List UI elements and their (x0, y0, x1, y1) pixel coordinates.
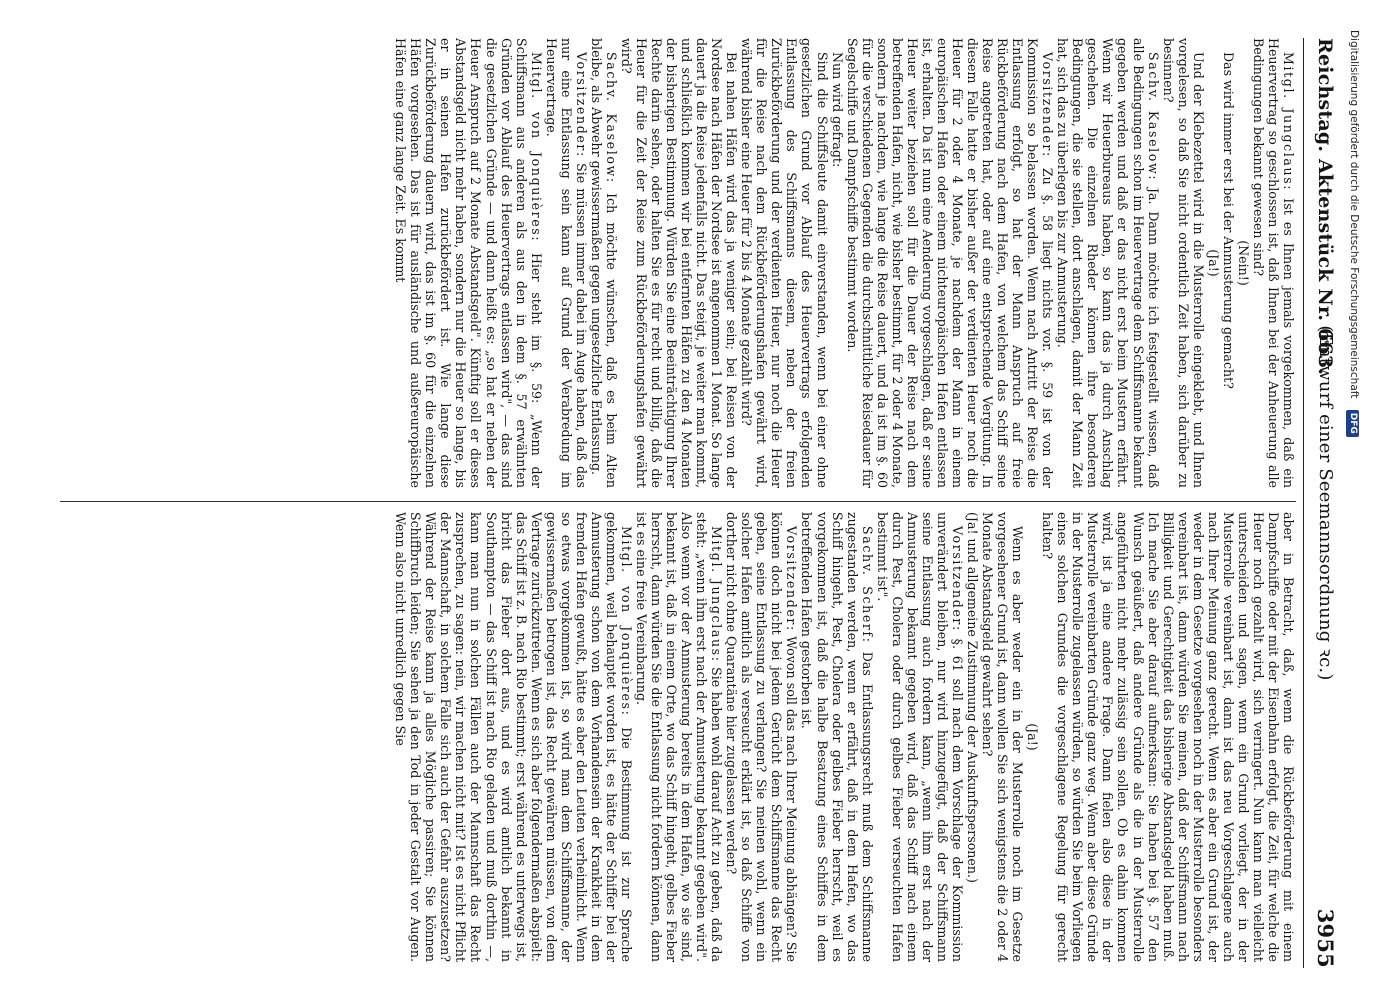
paragraph (1236, 38, 1251, 488)
paragraph-text: Ja. Dann möchte ich festgestellt wissen, daß alle Bedingungen schon im Heuervertrage dem Schiffsmanne bekannt gegeben werden und daß er das nicht erst beim Mustern erfährt. Wenn wir Heuerbureaus haben, so kann das ja durch Anschlag geschehen. Die einzelnen Rheder können ihre besonderen Bedingungen, die sie stellen, dort anschlagen, damit der Mann Zeit hat, sich das zu überlegen bis zur Anmusterung. (1055, 38, 1161, 488)
digitization-credit (1346, 30, 1362, 980)
header-subtitle: (Entwurf einer Seemannsordnung ꝛc.) (1315, 325, 1336, 681)
speaker-name: Mitgl. Jungclaus: (709, 526, 725, 663)
paragraph-text: Sie müssen immer dabei im Auge haben, daß das nur eine Entlassung sein kann auf Grund der Verabredung im Heuervertrage. (543, 38, 589, 488)
paragraph-text: Das wird immer erst bei der Anmusterung gemacht? (1220, 52, 1236, 389)
paragraph (965, 512, 980, 962)
right-text-column (56, 512, 1296, 962)
speaker-name: Sachv. Kaselow: (1145, 52, 1161, 182)
speaker-name: Mitgl. von Jonquières: (618, 526, 634, 717)
header-rule (1303, 38, 1304, 968)
credit-text: Digitalisierung gefördert durch die Deutsche Forschungsgemeinschaft (1348, 30, 1360, 399)
paragraph-text: §. 61 soll nach dem Vorschlage der Kommission unverändert bleiben, nur wird hinzugefügt, daß der Schiffsmann seine Entlassung auch fordern kann, „wenn ihm erst nach der Anmusterung bekannt gegeben wird, daß das Schiff nach einem durch Pest, Cholera oder durch gelbes Fieber verseuchten Hafen bestimmt ist". (874, 512, 965, 962)
paragraph-text: Und der Klebezettel wird in die Musterrolle eingeklebt, und Ihnen vorgelesen, so daß Sie nicht ordentlich Zeit haben, sich darüber zu besinnen? (1160, 38, 1206, 488)
paragraph (1221, 38, 1236, 488)
paragraph (739, 38, 829, 488)
paragraph (845, 38, 1056, 488)
speaker-name: Vorsitzender: (949, 526, 965, 632)
speaker-name: Sachv. Kaselow: (603, 52, 619, 184)
paragraph-text: Die Bestimmung ist zur Sprache gekommen, weil behauptet worden ist, es hätte der Schiffer bei der Anmusterung schon von dem Vorhandensein der Krankheit in dem fremden Hafen gewußt, hätte es aber den Leuten verheimlicht. Wenn so etwas vorgekommen ist, so wird man dem Schiffsmanne, der gewissermaßen betrogen ist, das Recht gewähren müssen, von dem Vertrage zurückzutreten. Wenn es sich aber folgendermaßen abspielt: das Schiff ist z. B. nach Rio bestimmt; erst während es unterwegs ist, bricht das Fieber dort aus, und es wird amtlich bekannt in Southampton — das Schiff ist nach Rio geladen und muß dorthin —, kann man nun in solchen Fällen auch der Mannschaft das Recht zusprechen, zu sagen: nein, wir machen nicht mit? Ist es nicht Pflicht der Mannschaft, in solchem Falle sich auch der Gefahr auszusetzen? Während der Reise kann ja alles Mögliche passiren; Sie können Schiffbruch leiden; Sie sehen ja den Tod in jeder Gestalt vor Augen. Wenn also nicht unredlich gegen Sie (393, 512, 634, 962)
paragraph (634, 512, 724, 962)
paragraph (1025, 512, 1040, 962)
paragraph-text: Nun wird gefragt: (829, 52, 845, 168)
speaker-name: Mitgl. von Jonquières: (528, 52, 544, 243)
paragraph-text: Ich möchte wünschen, daß es beim Alten bleibe, als Abwehr gewissermaßen gegen ungesetzliche Entlassung. (588, 38, 619, 488)
paragraph-text: Wenn es aber weder ein in der Musterrolle noch im Gesetze vorgesehener Grund ist, dann wollen Sie sich wenigstens die 2 oder 4 Monate Abstandsgeld gewahrt sehen? (980, 512, 1026, 962)
dfg-logo: DFG (1346, 410, 1359, 437)
paragraph-text: Sie haben wohl darauf Acht zu geben, daß da steht: „wenn ihm erst nach der Anmusterung bekannt gegeben wird". Also wenn vor der Anmusterung bereits in dem Hafen, wo sie sind, bekannt ist, daß in einem Orte, wo das Schiff hingeht, gelbes Fieber herrscht, dann würden Sie die Entlassung nicht fordern können, dann ist es eine freie Vereinbarung. (633, 512, 725, 962)
paragraph-text: Ist es Ihnen jemals vorgekommen, daß ein Heuervertrag so geschlossen ist, daß Ihnen bei der Anheuerung alle Bedingungen bekannt gewesen sind? (1250, 38, 1296, 488)
speaker-name: Vorsitzender: (1040, 52, 1056, 158)
paragraph-text: (Ja! und allgemeine Zustimmung der Auskunftspersonen.) (965, 512, 981, 883)
page-number: 3955 (1313, 908, 1338, 968)
paragraph-text: aber in Betracht, daß, wenn die Rückbeförderung mit einem Dampfschiffe oder mit der Eisenbahn erfolgt, die Zeit, für welche die Heuer noch gezahlt wird, sich verringert. Nun kann man vielleicht unterscheiden und sagen, wenn ein Grund vorliegt, der in der Musterrolle vereinbart ist, dann ist das neu Vorgeschlagene auch nach Ihrer Meinung ganz gerecht. Wenn es aber ein Grund ist, der weder in dem Gesetze vorgesehen noch in der Musterrolle besonders vereinbart ist, dann würden Sie meinen, daß der Schiffsmann nach Billigkeit und Gerechtigkeit das bisherige Abstandsgeld haben muß. Ich mache Sie aber darauf aufmerksam: Sie haben bei §. 57 den Wunsch geäußert, daß andere Gründe als die in der Musterrolle angeführten nicht mehr zulässig sein sollen. Ob es dahin kommen wird, ist ja eine andere Frage. Dann fielen also diese in der Musterrolle vereinbarten Gründe ganz weg. Wenn aber diese Gründe in der Musterrolle zugelassen würden, so würden Sie beim Vorliegen eines solchen Grundes die vorgeschlagene Regelung für gerecht halten? (1040, 512, 1296, 962)
paragraph (393, 38, 543, 488)
paragraph (724, 512, 799, 962)
page-header (1308, 38, 1342, 968)
paragraph (589, 38, 619, 488)
paragraph (875, 512, 965, 962)
paragraph (1206, 38, 1221, 488)
paragraph-text: Bei nahen Häfen wird das ja weniger sein; bei Reisen von der Nordsee nach Häfen der Nordsee ist angenommen 1 Monat. So lange dauert ja die Reise jedenfalls nicht. Das steigt, je weiter man kommt, und schließlich kommen wir bei entfernten Häfen zu den 4 Monaten der bisherigen Bestimmung. Würden Sie eine Beeinträchtigung Ihrer Rechte darin sehen, oder halten Sie es für recht und billig, daß die Heuer für die Zeit der Reise zum Rückbeförderungshafen gewährt wird? (618, 38, 740, 488)
left-text-column (56, 38, 1296, 488)
speaker-name: Sachv. Scherf: (859, 526, 875, 644)
speaker-name: Vorsitzender: (784, 526, 800, 632)
column-divider (60, 501, 1296, 502)
paragraph-text: Sind die Schiffsleute damit einverstanden, wenn bei einer ohne gesetzlichen Grund vor Ablauf des Heuervertrags erfolgenden Entlassung des Schiffsmanns diesem, neben der freien Zurückbeförderung und der verdienten Heuer, nur noch die Heuer für die Reise nach dem Rückbeförderungshafen gewährt wird, während bisher eine Heuer für 2 bis 4 Monate gezahlt wird? (739, 38, 830, 488)
header-title: Reichstag. Aktenstück Nr. 663. (1314, 38, 1336, 376)
paragraph (393, 512, 634, 962)
speaker-name: Vorsitzender: (573, 52, 589, 158)
document-page (52, 38, 1342, 968)
paragraph (1161, 38, 1206, 488)
paragraph-text: Zu §. 58 liegt nichts vor. §. 59 ist von der Kommission so belassen worden. Wenn nach Antritt der Reise die Entlassung erfolgt, so hat der Mann Anspruch auf freie Rückbeförderung nach dem Hafen, von welchem das Schiff seine Reise angetreten hat, oder auf eine entsprechende Vergütung. In diesem Falle hatte er bisher außer der verdienten Heuer noch die Heuer für 2 oder 4 Monate, je nachdem der Mann in einem europäischen Hafen oder einem nichteuropäischen Hafen entlassen ist, erhalten. Da ist nun eine Aenderung vorgeschlagen, daß er seine Heuer weiter beziehen soll für die Dauer der Reise nach dem betreffenden Hafen, nicht, wie bisher bestimmt, für 2 oder 4 Monate, sondern je nachdem, wie lange die Reise dauert, und da ist im §. 60 für die verschiedenen Gegenden die durchschnittliche Reisedauer für Segelschiffe und Dampfschiffe bestimmt worden. (844, 38, 1056, 488)
paragraph (980, 512, 1025, 962)
paragraph (1055, 38, 1160, 488)
paragraph-text: Hier steht im §. 59: „Wenn der Schiffsmann aus anderen als aus den in dem §. 57 erwähnten Gründen vor Ablauf des Heuervertrags entlassen wird", — das sind die gesetzlichen Gründe — und dann heißt es: „so hat er neben der Heuer Anspruch auf 2 Monate Abstandsgeld". Künftig soll er dieses Abstandsgeld nicht mehr haben, sondern nur die Heuer so lange, bis er in seinen Hafen zurückbefördert ist. Wie lange diese Zurückbeförderung dauern wird, das ist im §. 60 für die einzelnen Häfen vorgesehen. Das ist für ausländische und außereuropäische Häfen eine ganz lange Zeit. Es kommt (393, 38, 544, 488)
paragraph (799, 512, 874, 962)
paragraph (1040, 512, 1296, 962)
paragraph-text: (Ja!) (1025, 723, 1041, 751)
paragraph-text: (Ja!) (1205, 249, 1221, 277)
speaker-name: Mitgl. Jungclaus: (1281, 52, 1296, 192)
paragraph-text: (Nein!) (1235, 240, 1251, 286)
paragraph-text: Wovon soll das nach Ihrer Meinung abhängen? Sie können doch nicht bei jedem Gerücht dem Schiffsmanne das Recht geben, seine Entlassung zu verlangen? Sie meinen wohl, wenn ein solcher Hafen amtlich als verseucht erklärt ist, so daß Schiffe von dorther nicht ohne Quarantäne hier zugelassen werden? (724, 512, 800, 962)
paragraph (544, 38, 589, 488)
paragraph (830, 38, 845, 488)
paragraph (1251, 38, 1296, 488)
paragraph (619, 38, 739, 488)
paragraph-text: Das Entlassungsrecht muß dem Schiffsmanne zugestanden werden, wenn er erfährt, daß in dem Hafen, wo das Schiff hingeht, Pest, Cholera oder gelbes Fieber herrscht, weil es vorgekommen ist, daß die halbe Besatzung eines Schiffes in dem betreffenden Hafen gestorben ist. (799, 512, 875, 962)
